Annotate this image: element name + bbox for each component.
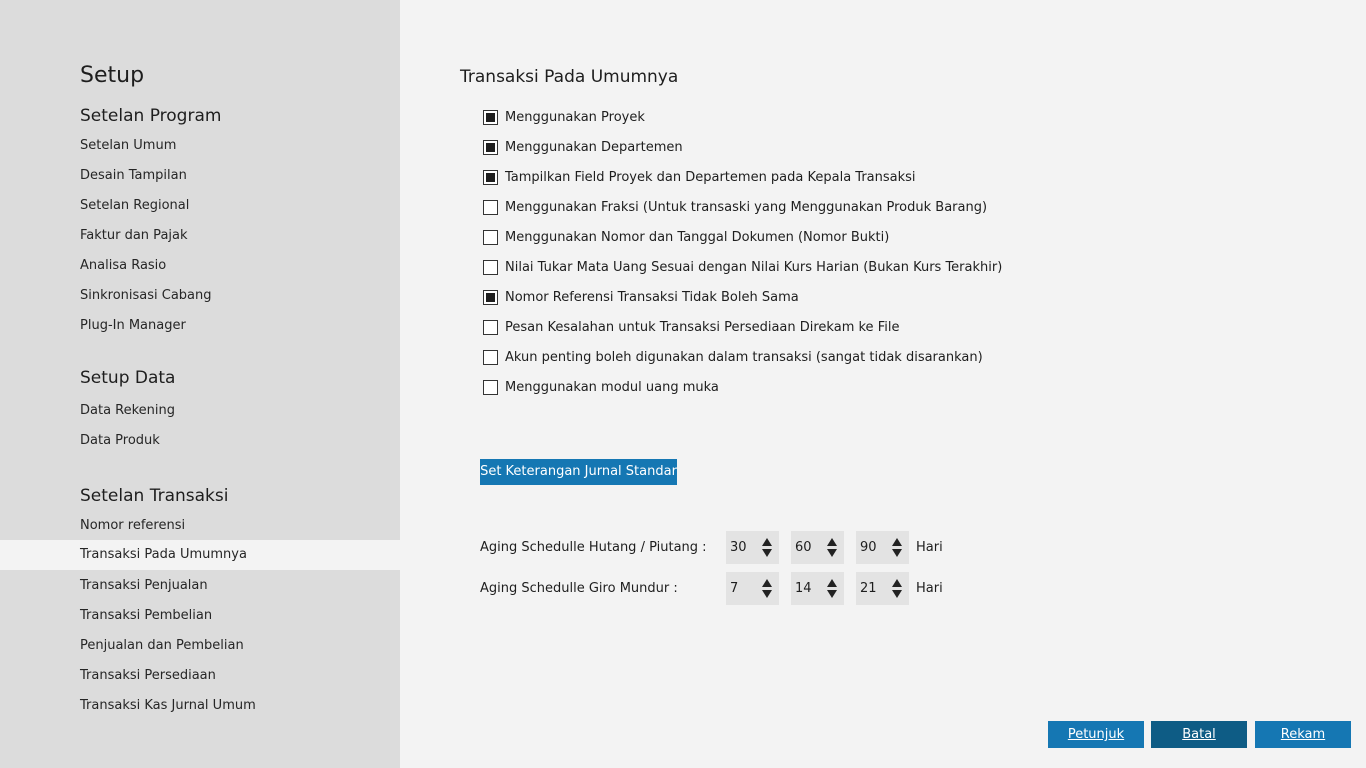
sidebar-item-desain-tampilan[interactable]: Desain Tampilan <box>80 168 187 183</box>
option-row[interactable] <box>483 137 683 157</box>
rekam-button[interactable]: Rekam <box>1255 721 1351 748</box>
option-label: Menggunakan Fraksi (Untuk transaski yang Menggunakan Produk Barang) <box>505 199 988 215</box>
spinner-value: 60 <box>795 540 812 555</box>
checkbox[interactable] <box>483 230 498 245</box>
section-heading-setelan-transaksi: Setelan Transaksi <box>80 486 229 506</box>
checkbox[interactable] <box>483 200 498 215</box>
option-label: Tampilkan Field Proyek dan Departemen pada Kepala Transaksi <box>505 169 916 185</box>
option-label: Menggunakan Departemen <box>505 139 683 155</box>
checkbox[interactable] <box>483 350 498 365</box>
aging-hutang-piutang-label: Aging Schedulle Hutang / Piutang : <box>480 540 707 555</box>
option-row[interactable] <box>483 287 799 307</box>
option-row[interactable] <box>483 107 645 127</box>
batal-button[interactable]: Batal <box>1151 721 1247 748</box>
sidebar-item-nomor-referensi[interactable]: Nomor referensi <box>80 518 186 533</box>
option-row[interactable] <box>483 197 987 217</box>
spinner-value: 90 <box>860 540 877 555</box>
sidebar-item-transaksi-penjualan[interactable]: Transaksi Penjualan <box>80 578 208 593</box>
spinner-arrows-icon[interactable] <box>825 538 839 557</box>
sidebar-title: Setup <box>80 63 145 88</box>
option-label: Nomor Referensi Transaksi Tidak Boleh Sama <box>505 289 799 305</box>
checkbox-mark-icon <box>486 113 495 122</box>
sidebar <box>0 0 400 768</box>
aging-giro-spinner-2[interactable] <box>791 572 844 605</box>
sidebar-item-transaksi-kas-jurnal-umum[interactable]: Transaksi Kas Jurnal Umum <box>80 698 256 713</box>
checkbox[interactable] <box>483 380 498 395</box>
sidebar-item-faktur-pajak[interactable]: Faktur dan Pajak <box>80 228 188 243</box>
sidebar-item-setelan-regional[interactable]: Setelan Regional <box>80 198 190 213</box>
spinner-value: 30 <box>730 540 747 555</box>
option-row[interactable] <box>483 317 899 337</box>
option-row[interactable] <box>483 257 1002 277</box>
aging-hutang-spinner-3[interactable] <box>856 531 909 564</box>
checkbox[interactable] <box>483 140 498 155</box>
sidebar-item-sinkronisasi-cabang[interactable]: Sinkronisasi Cabang <box>80 288 212 303</box>
petunjuk-button[interactable]: Petunjuk <box>1048 721 1144 748</box>
page-title: Transaksi Pada Umumnya <box>460 67 679 87</box>
section-heading-setelan-program: Setelan Program <box>80 106 222 126</box>
aging-hutang-unit: Hari <box>916 540 943 555</box>
sidebar-item-transaksi-pembelian[interactable]: Transaksi Pembelian <box>80 608 213 623</box>
checkbox[interactable] <box>483 170 498 185</box>
aging-giro-unit: Hari <box>916 581 943 596</box>
sidebar-item-data-produk[interactable]: Data Produk <box>80 433 160 448</box>
aging-hutang-spinner-1[interactable] <box>726 531 779 564</box>
option-row[interactable] <box>483 347 983 367</box>
sidebar-item-plugin-manager[interactable]: Plug-In Manager <box>80 318 186 333</box>
checkbox-mark-icon <box>486 173 495 182</box>
option-label: Menggunakan Nomor dan Tanggal Dokumen (Nomor Bukti) <box>505 229 890 245</box>
sidebar-item-transaksi-pada-umumnya[interactable]: Transaksi Pada Umumnya <box>0 540 400 570</box>
aging-hutang-spinner-2[interactable] <box>791 531 844 564</box>
checkbox[interactable] <box>483 320 498 335</box>
checkbox-mark-icon <box>486 293 495 302</box>
spinner-arrows-icon[interactable] <box>890 579 904 598</box>
set-keterangan-jurnal-button[interactable]: Set Keterangan Jurnal Standar <box>480 459 677 485</box>
spinner-arrows-icon[interactable] <box>760 538 774 557</box>
checkbox[interactable] <box>483 290 498 305</box>
sidebar-item-transaksi-persediaan[interactable]: Transaksi Persediaan <box>80 668 216 683</box>
sidebar-item-setelan-umum[interactable]: Setelan Umum <box>80 138 177 153</box>
sidebar-item-penjualan-pembelian[interactable]: Penjualan dan Pembelian <box>80 638 244 653</box>
spinner-value: 21 <box>860 581 877 596</box>
sidebar-item-data-rekening[interactable]: Data Rekening <box>80 403 176 418</box>
checkbox[interactable] <box>483 110 498 125</box>
option-label: Pesan Kesalahan untuk Transaksi Persediaan Direkam ke File <box>505 319 900 335</box>
option-row[interactable] <box>483 377 719 397</box>
option-row[interactable] <box>483 227 889 247</box>
aging-giro-mundur-label: Aging Schedulle Giro Mundur : <box>480 581 678 596</box>
checkbox-mark-icon <box>486 143 495 152</box>
spinner-arrows-icon[interactable] <box>825 579 839 598</box>
option-label: Menggunakan Proyek <box>505 109 645 125</box>
option-label: Nilai Tukar Mata Uang Sesuai dengan Nilai Kurs Harian (Bukan Kurs Terakhir) <box>505 259 1003 275</box>
spinner-value: 14 <box>795 581 812 596</box>
option-row[interactable] <box>483 167 916 187</box>
aging-giro-spinner-1[interactable] <box>726 572 779 605</box>
option-label: Menggunakan modul uang muka <box>505 379 719 395</box>
spinner-arrows-icon[interactable] <box>760 579 774 598</box>
sidebar-item-analisa-rasio[interactable]: Analisa Rasio <box>80 258 167 273</box>
spinner-arrows-icon[interactable] <box>890 538 904 557</box>
section-heading-setup-data: Setup Data <box>80 368 176 388</box>
aging-giro-spinner-3[interactable] <box>856 572 909 605</box>
checkbox[interactable] <box>483 260 498 275</box>
spinner-value: 7 <box>730 581 739 596</box>
option-label: Akun penting boleh digunakan dalam transaksi (sangat tidak disarankan) <box>505 349 983 365</box>
